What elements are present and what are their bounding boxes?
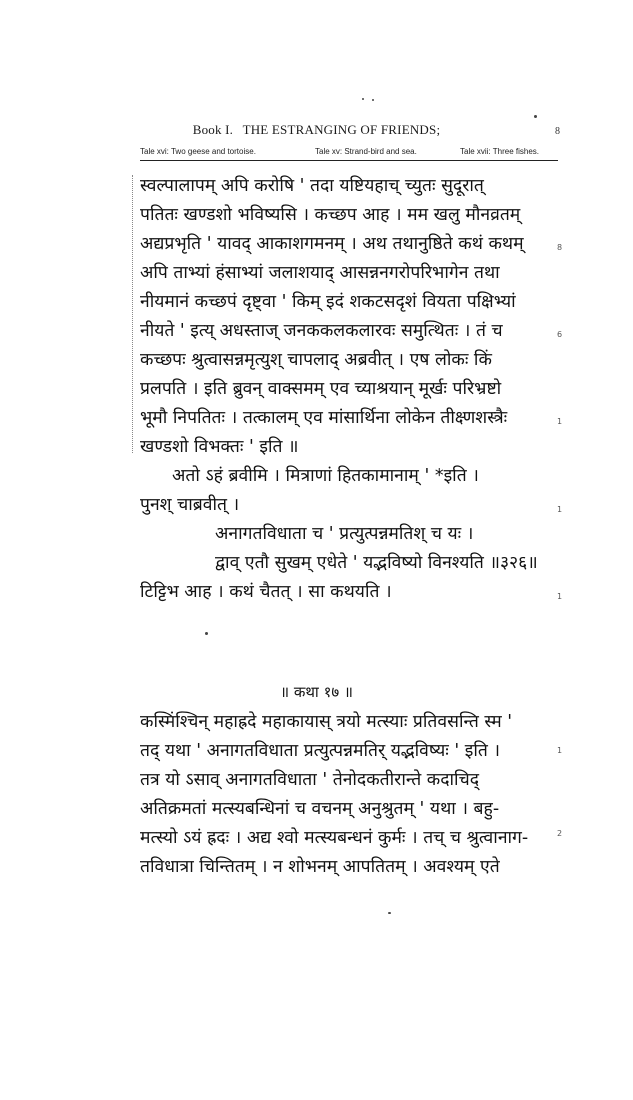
verse-line: अनागतविधाता च ' प्रत्युत्पन्नमतिश् च यः । bbox=[215, 524, 474, 544]
book-number: Book I. bbox=[192, 122, 234, 137]
text-line: भूमौ निपतितः । तत्कालम् एव मांसार्थिना लोकेन तीक्ष्णशस्त्रैः bbox=[140, 408, 508, 428]
ink-speck bbox=[372, 99, 374, 101]
margin-dotted-line bbox=[132, 175, 133, 453]
book-title: THE ESTRANGING OF FRIENDS; bbox=[242, 122, 441, 137]
margin-note: 2 bbox=[557, 829, 563, 838]
text-line: कस्मिंश्चिन् महाह्रदे महाकायास् त्रयो मत्स्याः प्रतिवसन्ति स्म ' bbox=[140, 712, 513, 732]
text-line: टिट्टिभ आह । कथं चैतत् । सा कथयति । bbox=[140, 582, 392, 602]
header-rule bbox=[140, 160, 558, 161]
text-line: अतिक्रमतां मत्स्यबन्धिनां च वचनम् अनुश्रुतम् ' यथा । बहु- bbox=[140, 799, 500, 819]
subhead-center: Tale xv: Strand-bird and sea. bbox=[315, 147, 417, 156]
running-head bbox=[0, 122, 633, 138]
text-line: तत्र यो ऽसाव् अनागतविधाता ' तेनोदकतीरान्ते कदाचिद् bbox=[140, 770, 479, 790]
text-line: पुनश् चाब्रवीत् । bbox=[140, 495, 240, 515]
text-line: नीयते ' इत्य् अधस्ताज् जनककलकलारवः समुत्थितः । तं च bbox=[140, 321, 503, 341]
ink-speck bbox=[534, 115, 537, 118]
margin-note: 1 bbox=[557, 505, 563, 514]
text-line: खण्डशो विभक्तः ' इति ॥ bbox=[140, 437, 299, 457]
text-line: कच्छपः श्रुत्वासन्नमृत्युश् चापलाद् अब्रवीत् । एष लोकः किं bbox=[140, 350, 492, 370]
page-mark: 8 bbox=[555, 126, 560, 137]
text-line: अतो ऽहं ब्रवीमि । मित्राणां हितकामानाम् ' *इति । bbox=[172, 466, 479, 486]
ink-speck bbox=[362, 98, 364, 100]
margin-note: 6 bbox=[557, 330, 563, 339]
text-line: तद् यथा ' अनागतविधाता प्रत्युत्पन्नमतिर् यद्भविष्यः ' इति । bbox=[140, 741, 501, 761]
text-line: नीयमानं कच्छपं दृष्ट्वा ' किम् इदं शकटसदृशं वियता पक्षिभ्यां bbox=[140, 292, 516, 312]
text-line: अपि ताभ्यां हंसाभ्यां जलाशयाद् आसन्ननगरोपरिभागेन तथा bbox=[140, 263, 500, 283]
margin-note: 1 bbox=[557, 592, 563, 601]
text-line: प्रलपति । इति ब्रुवन् वाक्समम् एव च्याश्रयान् मूर्खः परिभ्रष्टो bbox=[140, 379, 502, 399]
text-line: स्वल्पालापम् अपि करोषि ' तदा यष्टियहाच् च्युतः सुदूरात् bbox=[140, 176, 484, 196]
subhead-right: Tale xvii: Three fishes. bbox=[460, 147, 539, 156]
text-line: तविधात्रा चिन्तितम् । न शोभनम् आपतितम् । अवश्यम् एते bbox=[140, 857, 500, 877]
text-line: पतितः खण्डशो भविष्यसि । कच्छप आह । मम खलु मौनव्रतम् bbox=[140, 205, 521, 225]
text-line: अद्यप्रभृति ' यावद् आकाशगमनम् । अथ तथानुष्ठिते कथं कथम् bbox=[140, 234, 524, 254]
ink-speck bbox=[388, 912, 391, 914]
subhead-left: Tale xvi: Two geese and tortoise. bbox=[140, 147, 256, 156]
margin-note: 1 bbox=[557, 746, 563, 755]
ink-speck bbox=[205, 632, 208, 635]
margin-note: 8 bbox=[557, 243, 563, 252]
verse-line: द्वाव् एतौ सुखम् एधेते ' यद्भविष्यो विनश्यति ॥३२६॥ bbox=[215, 553, 538, 573]
margin-note: 1 bbox=[557, 417, 563, 426]
story-heading: ॥ कथा १७ ॥ bbox=[280, 683, 353, 701]
text-line: मत्स्यो ऽयं ह्रदः । अद्य श्वो मत्स्यबन्धनं कुर्मः । तच् च श्रुत्वानाग- bbox=[140, 828, 529, 848]
